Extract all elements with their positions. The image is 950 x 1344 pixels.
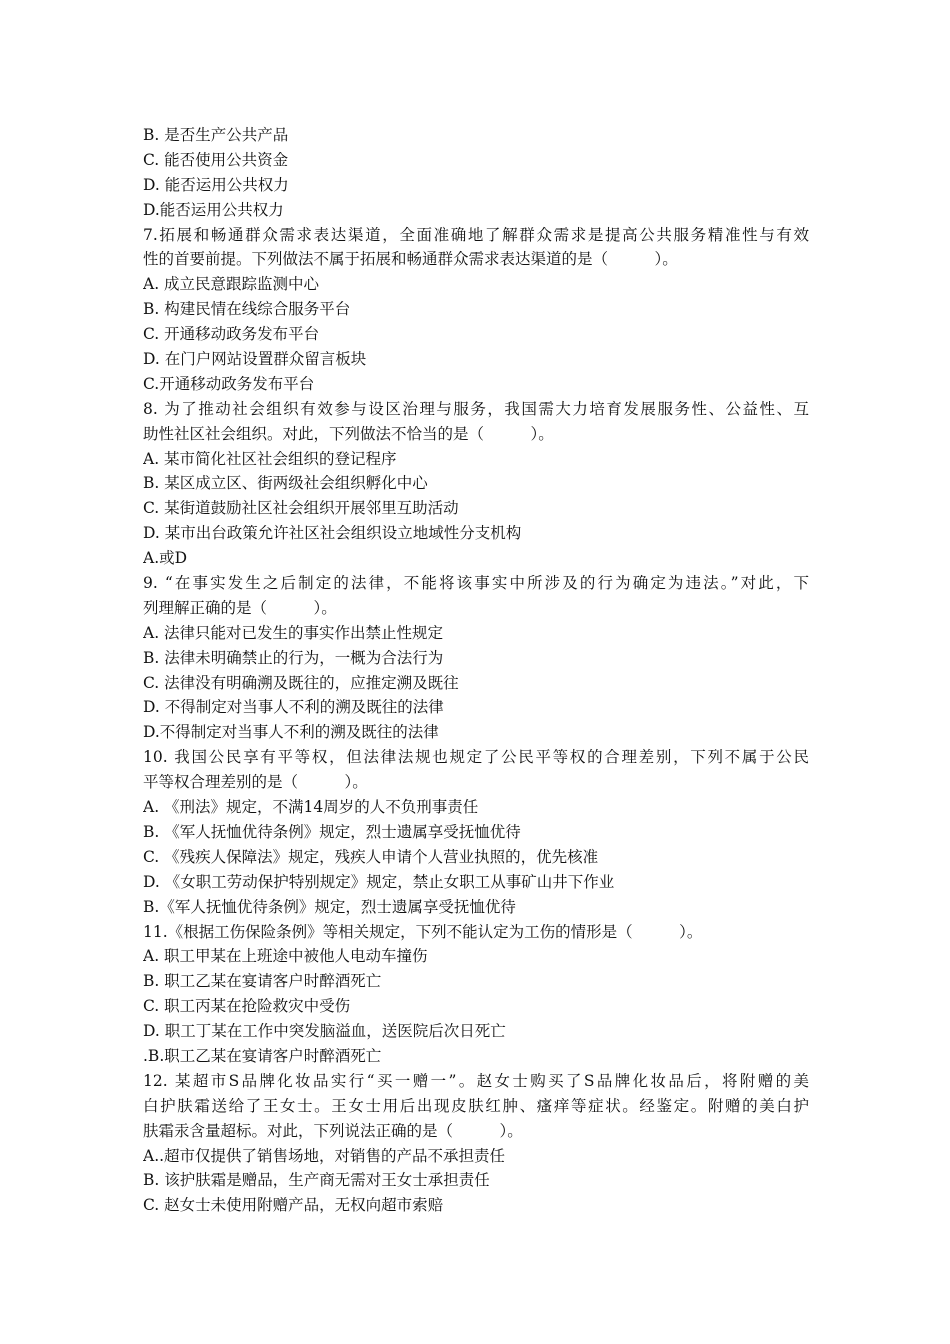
q10-option-a: A. 《刑法》规定，不满14周岁的人不负刑事责任 <box>143 798 479 817</box>
q7-stem-line-2: 性的首要前提。下列做法不属于拓展和畅通群众需求表达渠道的是（ ）。 <box>143 250 678 269</box>
q9-option-a: A. 法律只能对已发生的事实作出禁止性规定 <box>143 623 444 642</box>
q10-stem-line-2: 平等权合理差别的是（ ）。 <box>143 773 368 792</box>
q8-option-d: D. 某市出台政策允许社区社会组织设立地域性分支机构 <box>143 524 522 543</box>
q11-option-c: C. 职工丙某在抢险救灾中受伤 <box>143 997 351 1016</box>
q9-option-c: C. 法律没有明确溯及既往的，应推定溯及既往 <box>143 673 459 692</box>
q8-option-a: A. 某市简化社区社会组织的登记程序 <box>143 449 397 468</box>
q12-option-a: A..超市仅提供了销售场地，对销售的产品不承担责任 <box>143 1146 506 1165</box>
q8-answer: A.或D <box>143 549 188 568</box>
q6-option-c: C. 能否使用公共资金 <box>143 150 289 169</box>
q9-answer: D.不得制定对当事人不利的溯及既往的法律 <box>143 723 439 742</box>
q12-option-c: C. 赵女士未使用附赠产品，无权向超市索赔 <box>143 1196 444 1215</box>
q6-option-b: B. 是否生产公共产品 <box>143 126 289 144</box>
q11-option-b: B. 职工乙某在宴请客户时醉酒死亡 <box>143 972 382 991</box>
q12-stem-line-1: 12. 某超市S品牌化妆品实行“买一赠一”。赵女士购买了S品牌化妆品后，将附赠的美 <box>143 1071 809 1090</box>
q11-option-d: D. 职工丁某在工作中突发脑溢血，送医院后次日死亡 <box>143 1022 506 1041</box>
q7-option-d: D. 在门户网站设置群众留言板块 <box>143 350 367 369</box>
q10-option-b: B. 《军人抚恤优待条例》规定，烈士遗属享受抚恤优待 <box>143 822 521 841</box>
q7-option-c: C. 开通移动政务发布平台 <box>143 325 320 344</box>
q7-option-b: B. 构建民情在线综合服务平台 <box>143 300 351 319</box>
q8-option-c: C. 某街道鼓励社区社会组织开展邻里互助活动 <box>143 499 459 518</box>
q12-option-b: B. 该护肤霜是赠品，生产商无需对王女士承担责任 <box>143 1171 490 1190</box>
q9-option-b: B. 法律未明确禁止的行为，一概为合法行为 <box>143 648 444 667</box>
q11-option-a: A. 职工甲某在上班途中被他人电动车撞伤 <box>143 947 428 966</box>
q9-option-d: D. 不得制定对当事人不利的溯及既往的法律 <box>143 698 444 717</box>
q10-option-d: D. 《女职工劳动保护特别规定》规定，禁止女职工从事矿山井下作业 <box>143 872 615 891</box>
exam-text-body <box>143 123 809 1218</box>
q6-option-d: D. 能否运用公共权力 <box>143 175 289 194</box>
q6-answer: D.能否运用公共权力 <box>143 200 284 219</box>
q11-answer: .B.职工乙某在宴请客户时醉酒死亡 <box>143 1046 382 1065</box>
q7-stem-line-1: 7.拓展和畅通群众需求表达渠道，全面准确地了解群众需求是提高公共服务精准性与有效 <box>143 225 809 244</box>
q8-option-b: B. 某区成立区、街两级社会组织孵化中心 <box>143 474 428 493</box>
q8-stem-line-1: 8. 为了推动社会组织有效参与设区治理与服务，我国需大力培育发展服务性、公益性、互 <box>143 399 809 418</box>
q9-stem-line-1: 9. “在事实发生之后制定的法律，不能将该事实中所涉及的行为确定为违法。”对此，下 <box>143 574 809 593</box>
q11-stem-line-1: 11.《根据工伤保险条例》等相关规定，下列不能认定为工伤的情形是（ ）。 <box>143 922 703 941</box>
q9-stem-line-2: 列理解正确的是（ ）。 <box>143 598 337 617</box>
q12-stem-line-3: 肤霜汞含量超标。对此，下列说法正确的是（ ）。 <box>143 1121 523 1140</box>
q10-answer: B.《军人抚恤优待条例》规定，烈士遗属享受抚恤优待 <box>143 897 516 916</box>
q12-stem-line-2: 白护肤霜送给了王女士。王女士用后出现皮肤红肿、瘙痒等症状。经鉴定。附赠的美白护 <box>143 1096 809 1115</box>
q10-stem-line-1: 10. 我国公民享有平等权，但法律法规也规定了公民平等权的合理差别，下列不属于公民 <box>143 748 809 767</box>
q8-stem-line-2: 助性社区社会组织。对此，下列做法不恰当的是（ ）。 <box>143 424 554 443</box>
q7-answer: C.开通移动政务发布平台 <box>143 374 315 393</box>
q10-option-c: C. 《残疾人保障法》规定，残疾人申请个人营业执照的，优先核准 <box>143 847 599 866</box>
q7-option-a: A. 成立民意跟踪监测中心 <box>143 275 320 294</box>
